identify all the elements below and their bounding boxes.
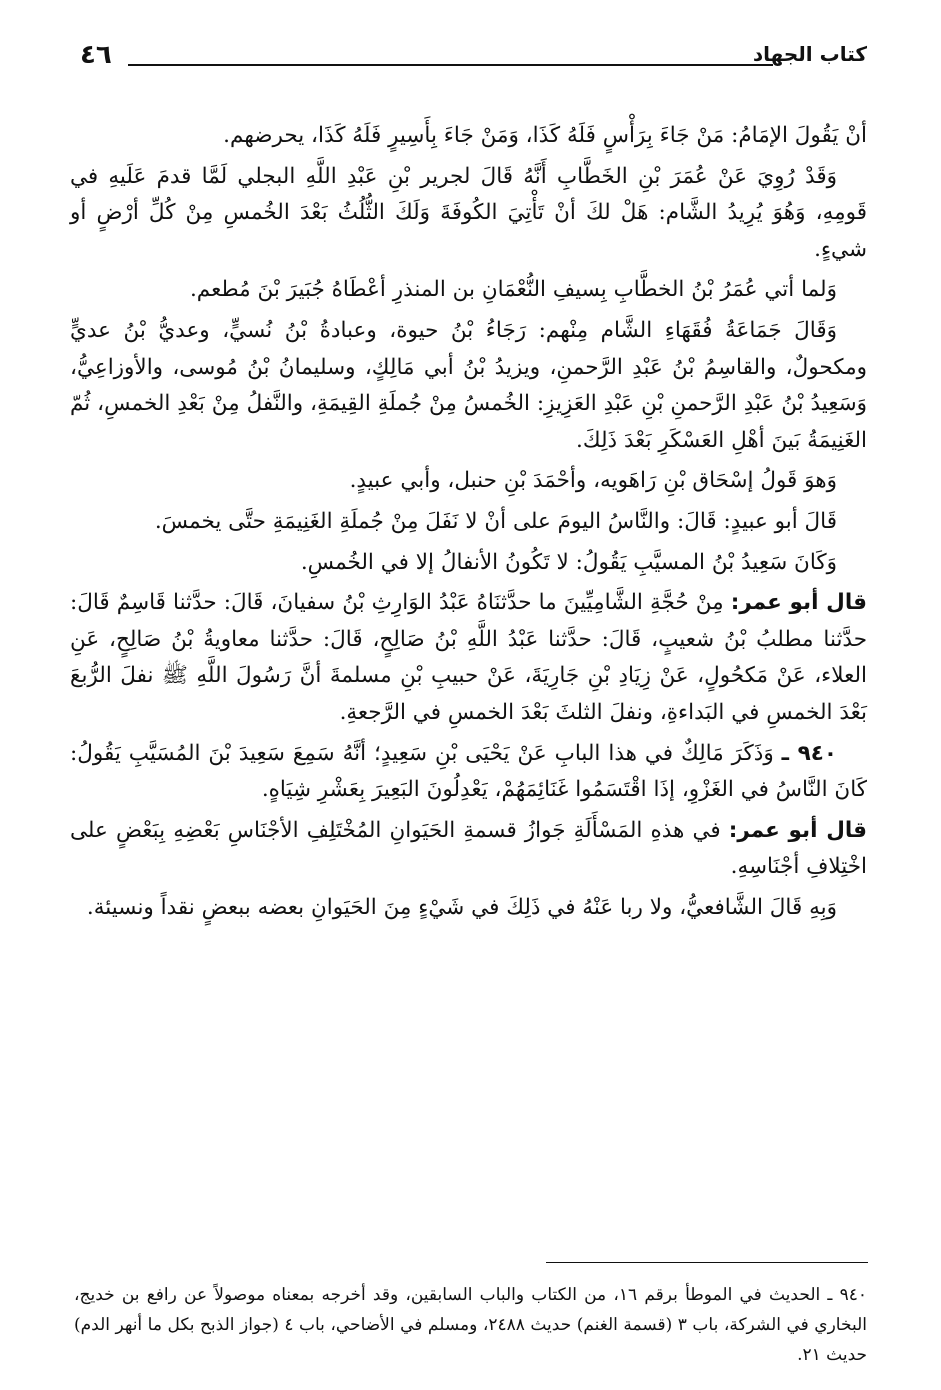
paragraph: أنْ يَقُولَ الإمَامُ: مَنْ جَاءَ بِرَأْسٍ فَلَهُ كَذَا، وَمَنْ جَاءَ بِأَسِيرٍ فَلَهُ كَذَا، يحرضهم. (223, 123, 867, 148)
paragraph: وَهوَ قَولُ إسْحَاق بْنِ رَاهَويه، وأحْمَدَ بْنِ حنبل، وأبي عبيدٍ. (349, 468, 837, 494)
hadith-paragraph: ٩٤٠ ـ وَذَكَرَ مَالِكٌ في هذا البابِ عَنْ يَحْيَى بْنِ سَعِيدٍ؛ أنَّهُ سَمِعَ سَعِيدَ بْنَ المُسَيَّبِ يَقُولُ: كَانَ النَّاسُ في الغَزْوِ، إذَا اقْتَسَمُوا غَنَائِمَهُمْ، يَعْدِلُونَ البَعِيرَ بِعَشْرِ شِيَاهٍ. (70, 740, 867, 803)
chapter-title: كتاب الجهاد (752, 42, 867, 66)
paragraph-lead: قال أبو عمر: (728, 817, 867, 843)
main-text (70, 118, 867, 930)
paragraph: قَالَ أبو عبيدٍ: قَالَ: والنَّاسُ اليومَ على أنْ لا نَفَلَ مِنْ جُملَةِ الغَنِيمَةِ حتَّى يخمسَ. (154, 508, 837, 534)
paragraph-lead: قال أبو عمر: (730, 590, 867, 616)
footnote (74, 1280, 867, 1370)
paragraph: قال أبو عمر: مِنْ حُجَّةِ الشَّامِيِّينَ ما حدَّثنَاهُ عَبْدُ الوَارِثِ بْنُ سفيانَ، قَالَ: حدَّثنا قَاسِمٌ قَالَ: حدَّثنا مطلبُ بْنُ شعيبٍ، قَالَ: حدَّثنا عَبْدُ اللَّهِ بْنُ صَالِحٍ، قَالَ: حدَّثنا معاويةُ بْنُ صَالِحٍ، عَنِ العلاء، عَنْ مَكحُولٍ، عَنْ زِيَادِ بْنِ جَارِيَةَ، عَنْ حبيبِ بْنِ مسلمةَ أنَّ رَسُولَ اللَّهِ ﷺ نفلَ الرُّبعَ بَعْدَ الخمسِ في البَداءةِ، ونفلَ الثلثَ بَعْدَ الخمسِ في الرَّجعةِ. (70, 590, 867, 725)
footnote-text: ٩٤٠ ـ الحديث في الموطأ برقم ١٦، من الكتاب والباب السابقين، وقد أخرجه بمعناه موصولاً عن رافع بن خديج، البخاري في الشركة، باب ٣ (قسمة الغنم) حديث ٢٤٨٨، ومسلم في الأضاحي، باب ٤ (جواز الذبح بكل ما أنهر الدم) حديث ٢١. (74, 1285, 868, 1365)
paragraph: وَلما أتي عُمَرُ بْنُ الخطَّابِ بِسيفِ النُّعْمَانِ بن المنذرِ أعْطَاهُ جُبَيرَ بْنَ مُطعم. (189, 277, 837, 303)
paragraph: وَبِهِ قَالَ الشَّافعيُّ، ولا ربا عَنْهُ في ذَلِكَ في شَيْءٍ مِنَ الحَيَوانِ بعضه ببعضٍ نقداً ونسيئة. (86, 894, 837, 920)
footnote-rule (546, 1262, 868, 1263)
paragraph: وَكَانَ سَعِيدُ بْنُ المسيَّبِ يَقُولُ: لا تَكُونُ الأنفالُ إلا في الخُمسِ. (300, 549, 837, 575)
page-header (80, 36, 867, 76)
paragraph: وَقَالَ جَمَاعَةُ فُقَهَاءِ الشَّام مِنْهم: رَجَاءُ بْنُ حيوة، وعبادةُ بْنُ نُسيٍّ، وعديُّ بْنُ عديٍّ ومكحولٌ، والقاسِمُ بْنُ عَبْدِ الرَّحمنِ، ويزيدُ بْنُ أبي مَالِكٍ، وسليمانُ بْنُ مُوسى، والأوزاعِيُّ، وَسَعِيدُ بْنُ عَبْدِ الرَّحمنِ بْنِ عَبْدِ العَزِيزِ: الخُمسُ مِنْ جُملَةِ القِيمَةِ، والنَّفلُ مِنْ بَعْدِ الخمسِ، ثُمّ الغَنِيمَةُ بَينَ أهْلِ العَسْكَرِ بَعْدَ ذَلِكَ. (70, 317, 867, 453)
hadith-number: ٩٤٠ ـ (781, 740, 837, 766)
paragraph: قال أبو عمر: في هذهِ المَسْأَلَةِ جَوازُ قسمةِ الحَيَوانِ المُخْتَلِفِ الأجْنَاسِ بَعْضِهِ بِبَعْضٍ على اخْتِلافِ أجْنَاسِهِ. (70, 817, 867, 880)
page-number: ٤٦ (80, 40, 112, 70)
header-rule (128, 64, 773, 66)
paragraph: وَقَدْ رُوِيَ عَنْ عُمَرَ بْنِ الخَطَّابِ أَنَّهُ قَالَ لجرير بْنِ عَبْدِ اللَّهِ البجلي لَمَّا قدمَ عَلَيهِ في قَومِهِ، وَهُوَ يُرِيدُ الشَّام: هَلْ لكَ أنْ تَأْتِيَ الكُوفَةَ وَلَكَ الثُّلُثُ بَعْدَ الخُمسِ مِنْ كُلِّ أرْضٍ أو شيءٍ. (70, 163, 867, 262)
